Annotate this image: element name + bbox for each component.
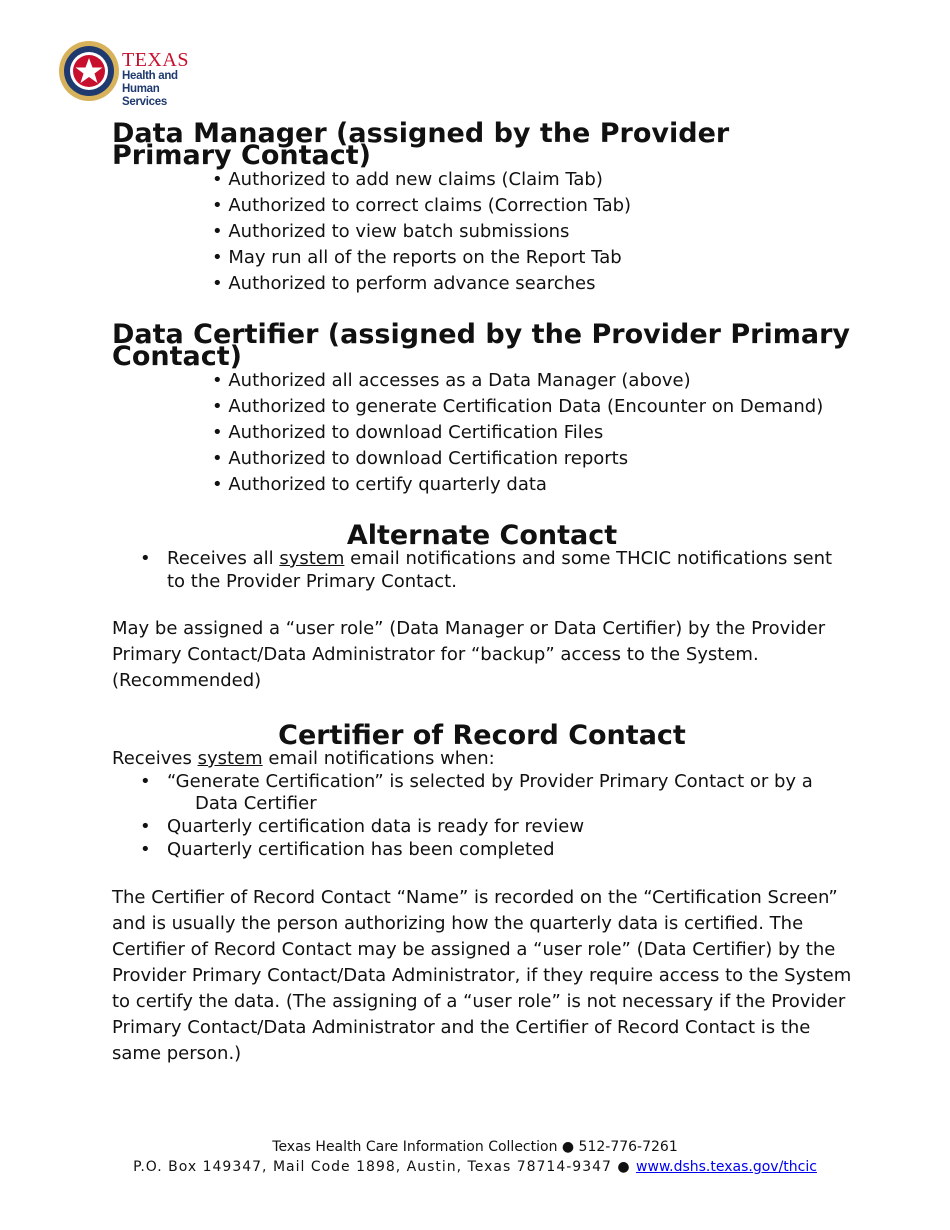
- certifier-paragraph: The Certifier of Record Contact “Name” is recorded on the “Certification Screen” and is usually the person authorizing how the quarterly data is certified. The Certifier of Record Contact may be assigned a “user role” (Data Certifier) by the Provider Primary Contact/Data Administrator, if they require access to the System to certify the data. (The assigning of a “user role” is not necessary if the Provider Primary Contact/Data Administrator and the Certifier of Record Contact is the same person.): [112, 887, 852, 1064]
- data-manager-item: • Authorized to perform advance searches: [212, 271, 852, 297]
- certifier-item: [112, 771, 852, 815]
- logo-subtitle-line2: Services: [122, 96, 167, 108]
- data-manager-heading: Data Manager (assigned by the Provider Primary Contact): [112, 118, 730, 171]
- certifier-item-line2: Data Certifier: [195, 793, 317, 814]
- alternate-contact-list: [112, 547, 852, 593]
- alternate-contact-item: [112, 547, 852, 593]
- document-body: [112, 118, 852, 1067]
- certifier-of-record-heading: Certifier of Record Contact: [278, 720, 686, 751]
- data-certifier-heading: Data Certifier (assigned by the Provider Primary Contact): [112, 319, 851, 372]
- footer-link[interactable]: www.dshs.texas.gov/thcic: [636, 1159, 817, 1175]
- logo-text: [122, 50, 218, 109]
- data-certifier-item: • Authorized to download Certification Files: [212, 420, 852, 446]
- data-manager-item: • Authorized to correct claims (Correction Tab): [212, 193, 852, 219]
- data-manager-item: • May run all of the reports on the Report Tab: [212, 245, 852, 271]
- certifier-list: [112, 771, 852, 861]
- data-certifier-list: [112, 368, 852, 498]
- alternate-contact-heading: Alternate Contact: [346, 520, 618, 551]
- data-manager-item: • Authorized to add new claims (Claim Tab): [212, 167, 852, 193]
- certifier-item: • Quarterly certification has been completed: [112, 838, 852, 861]
- data-certifier-item: • Authorized to generate Certification Data (Encounter on Demand): [212, 394, 852, 420]
- footer-line1: Texas Health Care Information Collection ● 512-776-7261: [272, 1139, 678, 1155]
- texas-seal-icon: [58, 40, 120, 102]
- alternate-contact-paragraph: May be assigned a “user role” (Data Manager or Data Certifier) by the Provider Primary Contact/Data Administrator for “backup” access to the System. (Recommended): [112, 618, 826, 691]
- certifier-intro-text-end: email notifications when:: [262, 748, 495, 769]
- certifier-intro: [112, 747, 852, 771]
- page-footer: [0, 1137, 950, 1177]
- alternate-contact-text: Receives all: [167, 548, 280, 569]
- underlined-system: system: [279, 548, 345, 569]
- data-certifier-item: • Authorized to certify quarterly data: [212, 472, 852, 498]
- certifier-intro-text: Receives: [112, 748, 198, 769]
- logo-subtitle-line1: Health and Human: [122, 70, 178, 95]
- data-manager-list: [112, 167, 852, 297]
- footer-address-line: [0, 1157, 950, 1177]
- alternate-contact-text-end: email notifications and some THCIC notifications sent to the Provider Primary Contact.: [167, 548, 833, 592]
- hhs-logo: [58, 40, 218, 108]
- footer-address: P.O. Box 149347, Mail Code 1898, Austin, Texas 78714-9347 ●: [133, 1159, 631, 1175]
- underlined-system: system: [197, 748, 263, 769]
- certifier-item: • Quarterly certification data is ready for review: [112, 815, 852, 838]
- data-certifier-item: • Authorized all accesses as a Data Manager (above): [212, 368, 852, 394]
- certifier-item-line1: “Generate Certification” is selected by Provider Primary Contact or by a: [167, 771, 813, 792]
- logo-title: TEXAS: [122, 49, 189, 71]
- data-certifier-item: • Authorized to download Certification reports: [212, 446, 852, 472]
- data-manager-item: • Authorized to view batch submissions: [212, 219, 852, 245]
